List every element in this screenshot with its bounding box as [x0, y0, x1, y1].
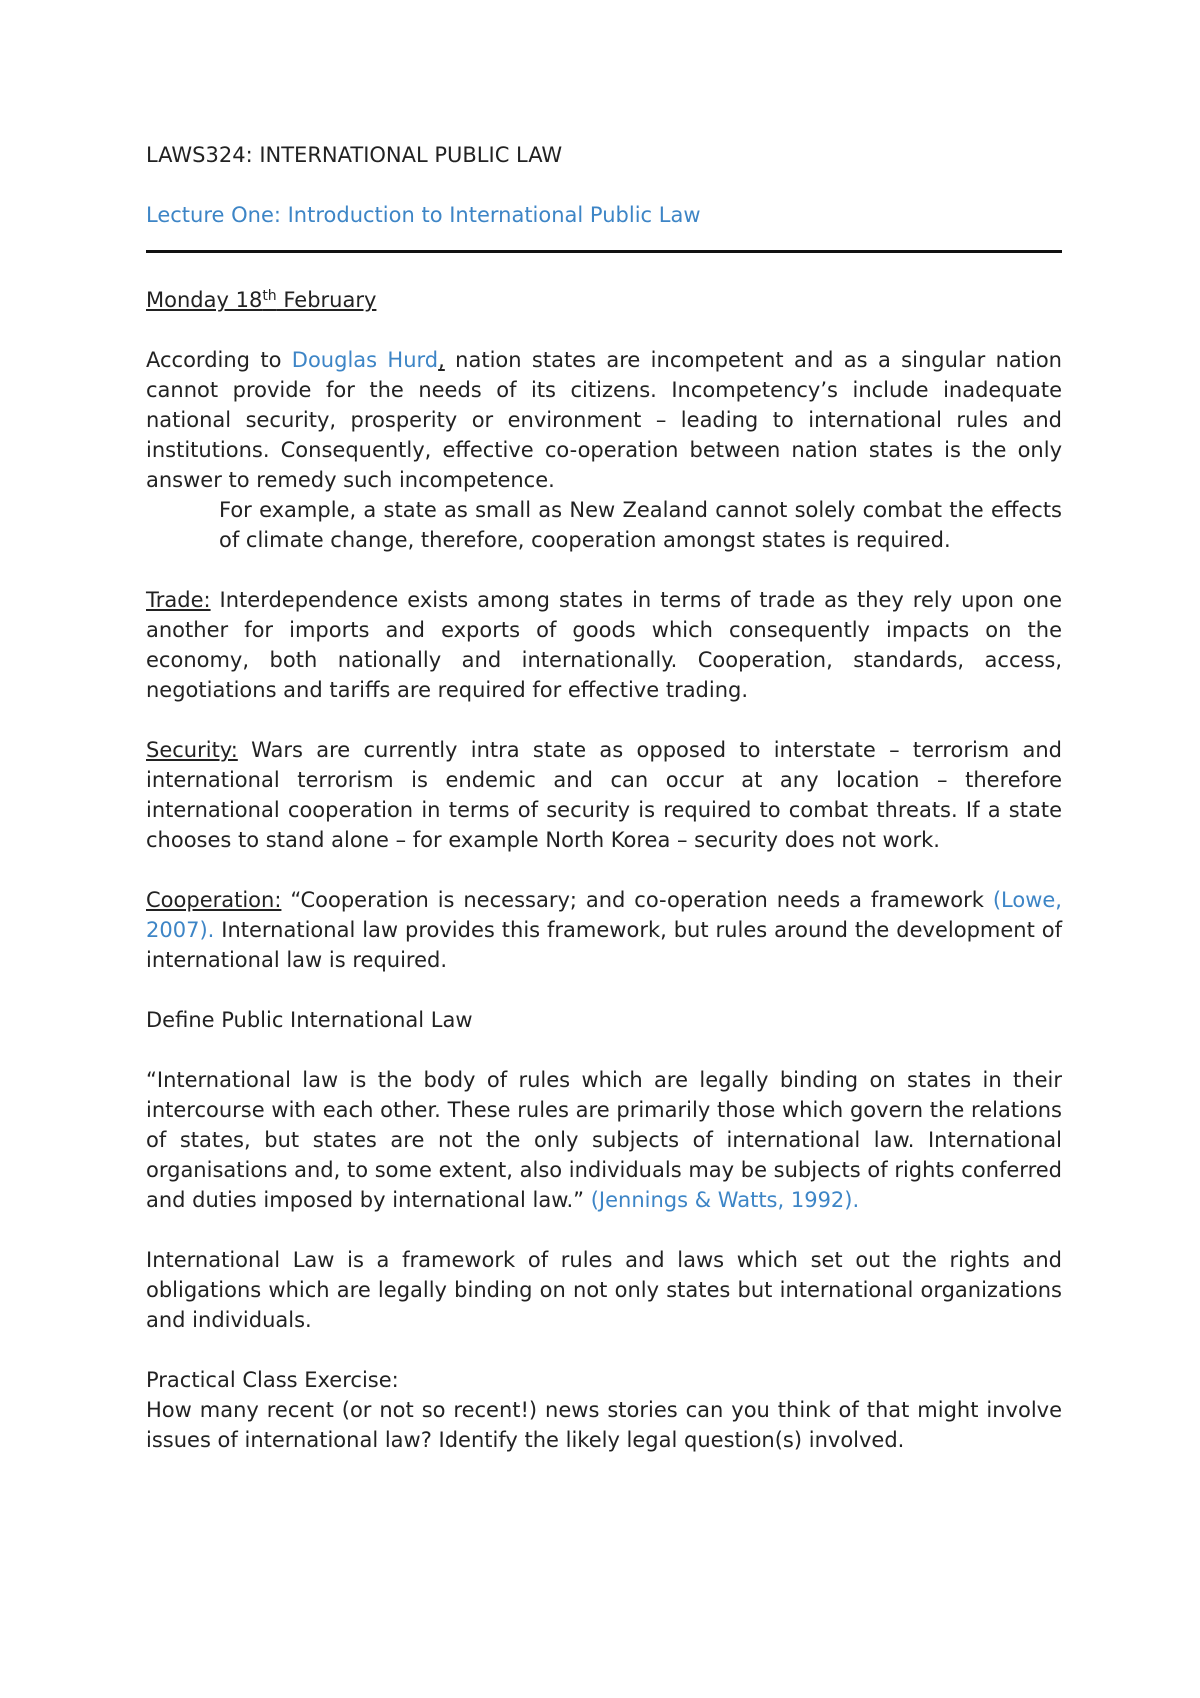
security-body: Wars are currently intra state as opposed to interstate – terrorism and international terrorism is endemic and can occur at any location – therefore international cooperation in terms of security is required to combat threats. If a state chooses to stand alone – for example North Korea – security does not work.	[146, 738, 1062, 852]
cooperation-paragraph	[146, 885, 1062, 975]
define-heading: Define Public International Law	[146, 1008, 473, 1032]
document-page	[146, 140, 1062, 1455]
horizontal-divider	[146, 250, 1062, 253]
example-paragraph: For example, a state as small as New Zealand cannot solely combat the effects of climate change, therefore, cooperation amongst states is required.	[219, 498, 1062, 552]
jennings-watts-citation-link[interactable]: (Jennings & Watts, 1992).	[590, 1188, 860, 1212]
security-label: Security:	[146, 738, 238, 762]
cooperation-label: Cooperation:	[146, 888, 282, 912]
hurd-comma: ,	[438, 348, 445, 372]
lecture-date	[146, 285, 1062, 315]
lowe-citation-link[interactable]: (Lowe, 2007).	[146, 888, 1062, 942]
hurd-lead: According to	[146, 348, 292, 372]
trade-label: Trade:	[146, 588, 211, 612]
hurd-body: nation states are incompetent and as a singular nation cannot provide for the needs of its citizens. Incompetency’s include inadequate national security, prosperity or environment – leading to international rules and institutions. Consequently, effective co-operation between nation states is the only answer to remedy such incompetence.	[146, 348, 1062, 492]
date-day: Monday 18	[146, 288, 263, 312]
security-paragraph	[146, 735, 1062, 855]
trade-body: Interdependence exists among states in terms of trade as they rely upon one another for imports and exports of goods which consequently impacts on the economy, both nationally and internationally. Cooperation, standards, access, negotiations and tariffs are required for effective trading.	[146, 588, 1062, 702]
lecture-title: Lecture One: Introduction to International Public Law	[146, 203, 701, 227]
definition-quote	[146, 1065, 1062, 1215]
cooperation-body-2: International law provides this framework, but rules around the development of international law is required.	[146, 918, 1062, 972]
trade-paragraph	[146, 585, 1062, 705]
course-title: LAWS324: INTERNATIONAL PUBLIC LAW	[146, 143, 563, 167]
exercise-body: How many recent (or not so recent!) news stories can you think of that might involve issues of international law? Identify the likely legal question(s) involved.	[146, 1398, 1062, 1452]
hurd-paragraph	[146, 345, 1062, 495]
cooperation-body-1: “Cooperation is necessary; and co-operation needs a framework	[281, 888, 993, 912]
definition-quote-body: “International law is the body of rules which are legally binding on states in their intercourse with each other. These rules are primarily those which govern the relations of states, but states are not the only subjects of international law. International organisations and, to some extent, also individuals may be subjects of rights conferred and duties imposed by international law.”	[146, 1068, 1062, 1212]
exercise-heading: Practical Class Exercise:	[146, 1368, 399, 1392]
douglas-hurd-link[interactable]: Douglas Hurd	[291, 348, 439, 372]
framework-paragraph: International Law is a framework of rules and laws which set out the rights and obligations which are legally binding on not only states but international organizations and individuals.	[146, 1248, 1062, 1332]
date-month: February	[276, 288, 377, 312]
date-ordinal: th	[262, 288, 277, 304]
